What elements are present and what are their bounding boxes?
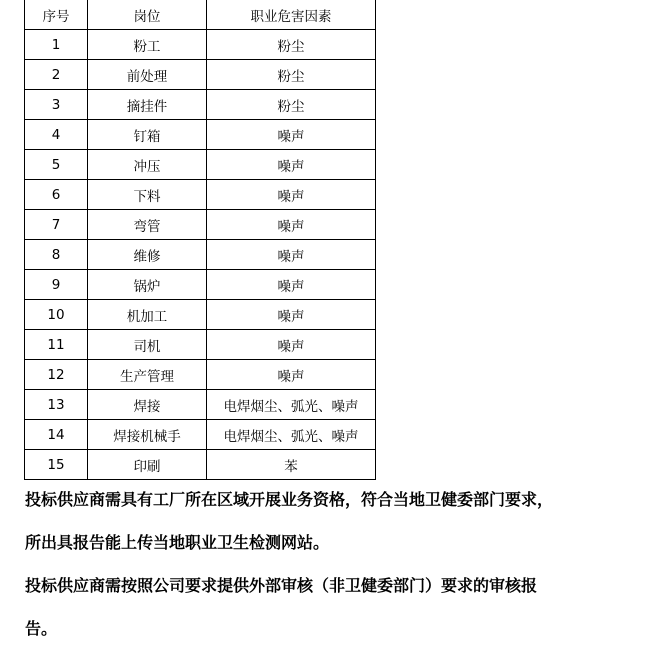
cell-serial-number: 15 xyxy=(25,450,88,480)
cell-post: 机加工 xyxy=(88,300,207,330)
table-row xyxy=(25,210,376,240)
requirement-line: 告。 xyxy=(25,619,58,638)
cell-hazard: 苯 xyxy=(207,450,376,480)
header-serial-number: 序号 xyxy=(25,0,88,30)
cell-post: 前处理 xyxy=(88,60,207,90)
cell-serial-number: 4 xyxy=(25,120,88,150)
cell-post: 司机 xyxy=(88,330,207,360)
cell-post: 焊接机械手 xyxy=(88,420,207,450)
table-row xyxy=(25,30,376,60)
cell-hazard: 粉尘 xyxy=(207,90,376,120)
cell-post: 弯管 xyxy=(88,210,207,240)
requirement-line: 投标供应商需具有工厂所在区域开展业务资格，符合当地卫健委部门要求， xyxy=(25,490,554,509)
cell-serial-number: 9 xyxy=(25,270,88,300)
table-row xyxy=(25,120,376,150)
occupational-hazard-table xyxy=(24,0,376,480)
table-header-row xyxy=(25,0,376,30)
table-row xyxy=(25,390,376,420)
cell-post: 冲压 xyxy=(88,150,207,180)
cell-hazard: 粉尘 xyxy=(207,60,376,90)
cell-hazard: 粉尘 xyxy=(207,30,376,60)
table-row xyxy=(25,60,376,90)
cell-hazard: 噪声 xyxy=(207,330,376,360)
table-row xyxy=(25,360,376,390)
requirement-line: 投标供应商需按照公司要求提供外部审核（非卫健委部门）要求的审核报 xyxy=(25,576,538,595)
table-row xyxy=(25,90,376,120)
cell-serial-number: 3 xyxy=(25,90,88,120)
cell-hazard: 噪声 xyxy=(207,240,376,270)
table-body xyxy=(25,30,376,480)
table-row xyxy=(25,420,376,450)
table-row xyxy=(25,450,376,480)
cell-post: 钉箱 xyxy=(88,120,207,150)
cell-hazard: 噪声 xyxy=(207,300,376,330)
cell-post: 印刷 xyxy=(88,450,207,480)
cell-serial-number: 10 xyxy=(25,300,88,330)
cell-post: 下料 xyxy=(88,180,207,210)
cell-hazard: 噪声 xyxy=(207,210,376,240)
cell-serial-number: 12 xyxy=(25,360,88,390)
cell-hazard: 噪声 xyxy=(207,270,376,300)
header-post: 岗位 xyxy=(88,0,207,30)
cell-hazard: 噪声 xyxy=(207,120,376,150)
table-row xyxy=(25,180,376,210)
cell-serial-number: 7 xyxy=(25,210,88,240)
table-row xyxy=(25,150,376,180)
requirement-line: 所出具报告能上传当地职业卫生检测网站。 xyxy=(25,533,330,552)
cell-hazard: 噪声 xyxy=(207,150,376,180)
cell-serial-number: 6 xyxy=(25,180,88,210)
cell-hazard: 电焊烟尘、弧光、噪声 xyxy=(207,420,376,450)
cell-post: 维修 xyxy=(88,240,207,270)
cell-post: 焊接 xyxy=(88,390,207,420)
cell-hazard: 噪声 xyxy=(207,180,376,210)
cell-hazard: 电焊烟尘、弧光、噪声 xyxy=(207,390,376,420)
cell-serial-number: 14 xyxy=(25,420,88,450)
cell-post: 生产管理 xyxy=(88,360,207,390)
cell-serial-number: 5 xyxy=(25,150,88,180)
cell-post: 锅炉 xyxy=(88,270,207,300)
table-row xyxy=(25,240,376,270)
requirements-text xyxy=(25,482,645,654)
cell-serial-number: 8 xyxy=(25,240,88,270)
cell-serial-number: 2 xyxy=(25,60,88,90)
header-hazard-factors: 职业危害因素 xyxy=(207,0,376,30)
table-row xyxy=(25,270,376,300)
cell-serial-number: 13 xyxy=(25,390,88,420)
cell-serial-number: 1 xyxy=(25,30,88,60)
cell-post: 摘挂件 xyxy=(88,90,207,120)
cell-hazard: 噪声 xyxy=(207,360,376,390)
cell-serial-number: 11 xyxy=(25,330,88,360)
cell-post: 粉工 xyxy=(88,30,207,60)
table-row xyxy=(25,300,376,330)
table-row xyxy=(25,330,376,360)
